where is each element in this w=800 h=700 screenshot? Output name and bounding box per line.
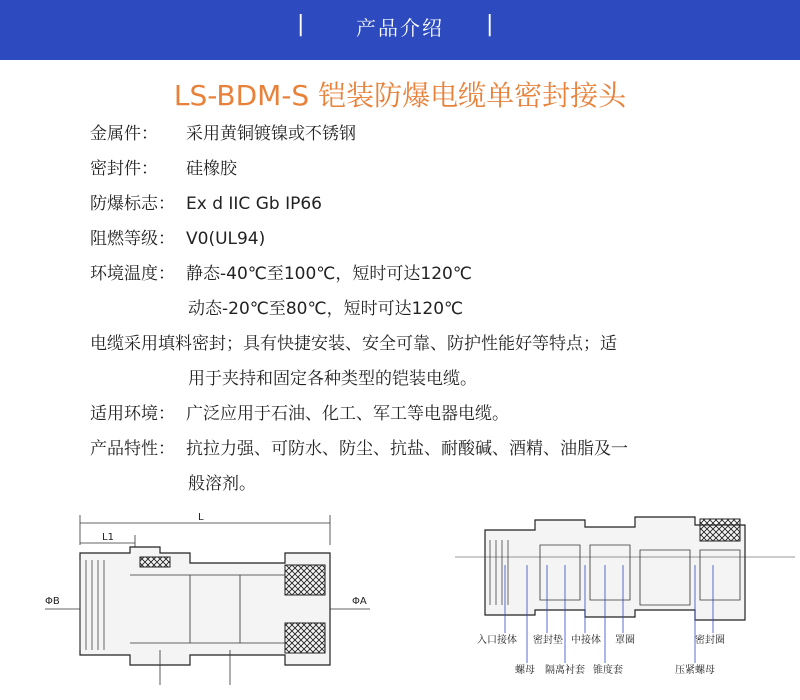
label-isolation-bushing: 隔离衬套 (545, 665, 585, 676)
spec-temperature-line2: 动态-20℃至80℃，短时可达120℃ (188, 299, 464, 319)
spec-label: 密封件： (90, 159, 158, 179)
label-seal-ring: 密封圈 (695, 635, 725, 646)
spec-value: 广泛应用于石油、化工、军工等电器电缆。 (186, 404, 509, 424)
spec-value: 抗拉力强、可防水、防尘、抗盐、耐酸碱、酒精、油脂及一 (186, 439, 628, 459)
header-bar (0, 0, 800, 60)
spec-value: V0(UL94) (186, 229, 266, 249)
dimension-drawing (40, 505, 390, 695)
spec-label: 产品特性： (90, 439, 175, 459)
product-title: LS-BDM-S 铠装防爆电缆单密封接头 (173, 79, 627, 112)
label-middle-body: 中接体 (571, 635, 601, 646)
header-left-divider: | (297, 12, 305, 37)
dim-L1-label: L1 (102, 532, 114, 543)
header-right-divider: | (486, 12, 494, 37)
spec-label: 防爆标志： (90, 194, 175, 214)
spec-cable-seal-line2: 用于夹持和固定各种类型的铠装电缆。 (188, 369, 477, 389)
spec-value: 静态-40℃至100℃，短时可达120℃ (186, 264, 472, 284)
spec-material (90, 123, 356, 145)
spec-ex-mark (90, 193, 322, 215)
label-shroud-ring: 罩圈 (615, 635, 635, 646)
spec-value: 硅橡胶 (186, 159, 237, 179)
label-seal-gasket: 密封垫 (533, 635, 563, 646)
spec-features-line2: 般溶剂。 (188, 474, 256, 494)
spec-label: 环境温度： (90, 264, 175, 284)
label-taper-sleeve: 锥度套 (593, 665, 623, 676)
section-title: 产品介绍 (356, 16, 444, 40)
spec-label: 金属件： (90, 124, 158, 144)
spec-application (90, 403, 509, 425)
label-inlet-body: 入口接体 (477, 635, 517, 646)
dim-phiA-label: ΦA (352, 596, 367, 607)
spec-features (90, 438, 628, 460)
spec-cable-seal: 电缆采用填料密封；具有快捷安装、安全可靠、防护性能好等特点；适 (90, 334, 617, 354)
spec-temperature (90, 263, 472, 285)
spec-value: Ex d IIC Gb IP66 (186, 194, 322, 214)
spec-label: 适用环境： (90, 404, 175, 424)
spec-flame-rating (90, 228, 265, 250)
spec-value: 采用黄铜镀镍或不锈钢 (186, 124, 356, 144)
spec-seal (90, 158, 237, 180)
dim-phiB-label: ΦB (45, 596, 60, 607)
label-nut: 螺母 (515, 665, 535, 676)
label-compression-nut: 压紧螺母 (675, 665, 715, 676)
dim-L-label: L (198, 512, 204, 523)
cross-section-drawing (455, 505, 795, 695)
spec-label: 阻燃等级： (90, 229, 175, 249)
